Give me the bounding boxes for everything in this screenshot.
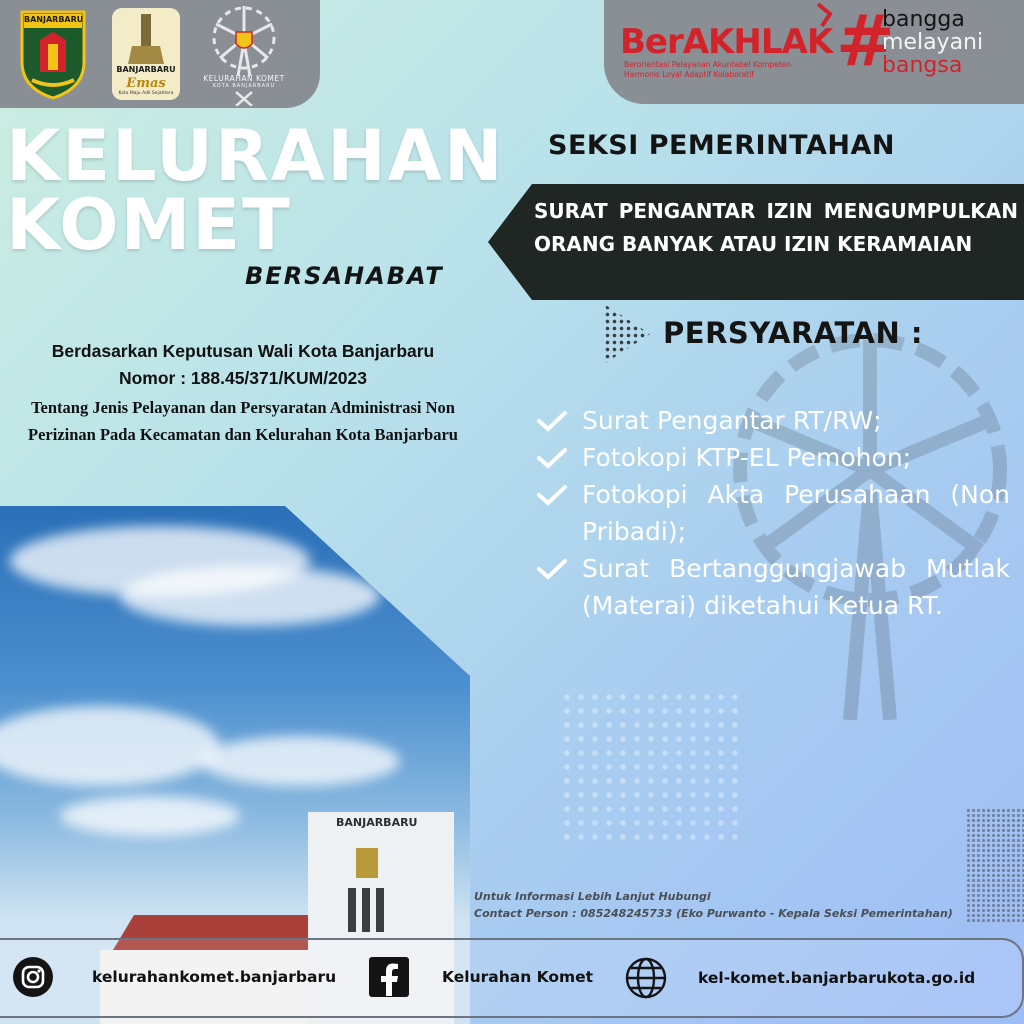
cloud bbox=[120, 566, 380, 626]
bangga-hashtag-icon: # bbox=[836, 0, 895, 82]
berakhlak-values bbox=[624, 60, 791, 80]
tower-window bbox=[376, 888, 384, 932]
globe-icon bbox=[624, 956, 668, 1000]
decree-line1: Berdasarkan Keputusan Wali Kota Banjarbaru bbox=[51, 341, 435, 361]
check-icon bbox=[536, 447, 568, 469]
contact-intro: Untuk Informasi Lebih Lanjut Hubungi bbox=[474, 890, 711, 903]
facebook-page[interactable]: Kelurahan Komet bbox=[442, 968, 594, 986]
tower-window bbox=[348, 888, 356, 932]
page-title-line1: KELURAHAN bbox=[6, 115, 505, 197]
facebook-icon bbox=[368, 956, 410, 998]
logo-bar bbox=[0, 0, 320, 108]
requirement-text: Surat Pengantar RT/RW; bbox=[582, 406, 882, 435]
kelurahan-komet-logo bbox=[198, 2, 294, 106]
requirement-text: Fotokopi KTP-EL Pemohon; bbox=[582, 443, 912, 472]
decree-block bbox=[8, 338, 478, 448]
dot-grid-decoration bbox=[560, 690, 740, 840]
berakhlak-chevron-icon bbox=[814, 2, 834, 30]
tower-window bbox=[362, 888, 370, 932]
berakhlak-values-line1: Berorientasi Pelayanan Akuntabel Kompeten bbox=[624, 60, 792, 69]
page-title-line2: KOMET bbox=[6, 183, 292, 266]
check-icon bbox=[536, 484, 568, 506]
check-icon bbox=[536, 410, 568, 432]
building-sign: BANJARBARU bbox=[336, 816, 418, 829]
bangga-line1: bangga bbox=[882, 7, 965, 32]
emas-logo-top: BANJARBARU bbox=[116, 65, 176, 74]
banjarbaru-logo-text: BANJARBARU bbox=[24, 15, 84, 24]
emas-logo-motto: Kota Maju Adil Sejahtera bbox=[118, 91, 174, 96]
instagram-link[interactable] bbox=[12, 956, 336, 998]
contact-person: Contact Person : 085248245733 (Eko Purwanto - Kepala Seksi Pemerintahan) bbox=[474, 907, 953, 920]
page-title bbox=[6, 115, 505, 266]
berakhlak-values-line2: Harmonis Loyal Adaptif Kolaboratif bbox=[624, 70, 755, 80]
requirement-item bbox=[536, 402, 1010, 439]
emas-logo-word: Emas bbox=[126, 76, 166, 91]
cloud bbox=[200, 736, 400, 786]
requirements-title: PERSYARATAN : bbox=[663, 316, 923, 350]
line-pattern-decoration bbox=[966, 808, 1024, 922]
tagline: BERSAHABAT bbox=[245, 262, 444, 290]
bangga-line3: bangsa bbox=[882, 53, 963, 79]
banjarbaru-emas-logo bbox=[110, 6, 182, 102]
decree-subject: Tentang Jenis Pelayanan dan Persyaratan Administrasi Non Perizinan Pada Kecamatan dan Kelurahan Kota Banjarbaru bbox=[28, 398, 458, 444]
tower-emblem bbox=[356, 848, 378, 878]
requirement-item bbox=[536, 550, 1010, 624]
website-url[interactable]: kel-komet.banjarbarukota.go.id bbox=[698, 969, 976, 987]
requirement-text: Fotokopi Akta Perusahaan (Non Pribadi); bbox=[582, 480, 1010, 546]
dotted-arrow-decoration bbox=[604, 304, 650, 364]
instagram-icon bbox=[12, 956, 54, 998]
requirements-list bbox=[536, 402, 1010, 624]
cloud bbox=[0, 706, 220, 786]
requirement-text: Surat Bertanggungjawab Mutlak (Materai) diketahui Ketua RT. bbox=[582, 554, 1010, 620]
decree-number: Nomor : 188.45/371/KUM/2023 bbox=[118, 368, 368, 388]
requirement-item bbox=[536, 439, 1010, 476]
bangga-line2: melayani bbox=[882, 30, 984, 56]
facebook-link[interactable] bbox=[368, 956, 593, 998]
kelurahan-logo-text-2: KOTA BANJARBARU bbox=[212, 83, 276, 89]
section-title: SEKSI PEMERINTAHAN bbox=[548, 130, 895, 161]
banjarbaru-logo bbox=[18, 10, 88, 100]
cloud bbox=[60, 796, 240, 836]
instagram-handle[interactable]: kelurahankomet.banjarbaru bbox=[92, 968, 337, 986]
berakhlak-logo-text: BerAKHLAK bbox=[620, 22, 833, 62]
contact-info bbox=[474, 888, 953, 922]
website-link[interactable] bbox=[624, 956, 975, 1000]
service-name: SURAT PENGANTAR IZIN MENGUMPULKAN ORANG BANYAK ATAU IZIN KERAMAIAN bbox=[534, 199, 1018, 256]
bangga-melayani-bangsa bbox=[882, 8, 983, 77]
check-icon bbox=[536, 558, 568, 580]
requirement-item bbox=[536, 476, 1010, 550]
kelurahan-logo-text-1: KELURAHAN KOMET bbox=[203, 74, 285, 83]
